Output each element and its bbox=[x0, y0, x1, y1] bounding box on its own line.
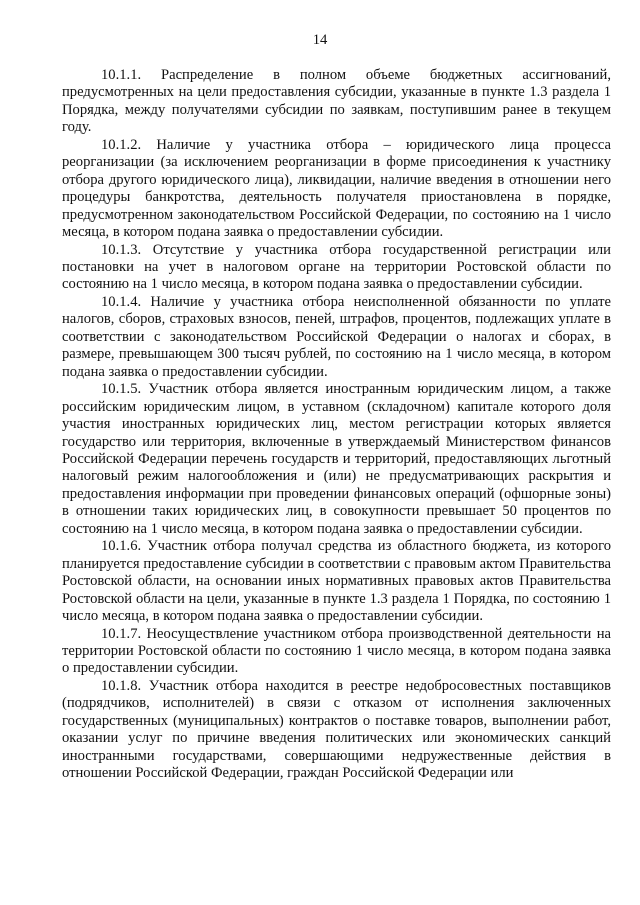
paragraph-10-1-3: 10.1.3. Отсутствие у участника отбора государственной регистрации или постановки на учет в налоговом органе на территории Ростовской области по состоянию на 1 число месяца, в котором подана заявка о предоставлении субсидии. bbox=[62, 241, 611, 293]
paragraph-10-1-4: 10.1.4. Наличие у участника отбора неисполненной обязанности по уплате налогов, сборов, страховых взносов, пеней, штрафов, процентов, подлежащих уплате в соответствии с законодательством Российской Федерации о налогах и сборах, в размере, превышающем 300 тысяч рублей, по состоянию на 1 число месяца, в котором подана заявка о предоставлении субсидии. bbox=[62, 293, 611, 380]
paragraph-10-1-5: 10.1.5. Участник отбора является иностранным юридическим лицом, а также российским юридическим лицом, в уставном (складочном) капитале которого доля участия иностранных юридических лиц, местом регистрации которых является государство или территория, включенные в утверждаемый Министерством финансов Российской Федерации перечень государств и территорий, предоставляющих льготный налоговый режим налогообложения и (или) не предусматривающих раскрытия и предоставления информации при проведении финансовых операций (офшорные зоны) в отношении таких юридических лиц, в совокупности превышает 50 процентов по состоянию на 1 число месяца, в котором подана заявка о предоставлении субсидии. bbox=[62, 381, 611, 537]
paragraph-10-1-2: 10.1.2. Наличие у участника отбора – юридического лица процесса реорганизации (за исключением реорганизации в форме присоединения к участнику отбора другого юридического лица), ликвидации, наличие введения в отношении него процедуры банкротства, деятельность получателя приостановлена в порядке, предусмотренном законодательством Российской Федерации, по состоянию на 1 число месяца, в котором подана заявка о предоставлении субсидии. bbox=[62, 136, 611, 241]
document-body bbox=[62, 67, 611, 783]
paragraph-10-1-1: 10.1.1. Распределение в полном объеме бюджетных ассигнований, предусмотренных на цели предоставления субсидии, указанные в пункте 1.3 раздела 1 Порядка, между получателями субсидии по заявкам, поступившим ранее в текущем году. bbox=[62, 67, 611, 136]
paragraph-10-1-8: 10.1.8. Участник отбора находится в реестре недобросовестных поставщиков (подрядчиков, исполнителей) в связи с отказом от исполнения заключенных государственных (муниципальных) контрактов о поставке товаров, выполнении работ, оказании услуг по причине введения политических или экономических санкций иностранными государствами, совершающими недружественные действия в отношении Российской Федерации, граждан Российской Федерации или bbox=[62, 677, 611, 782]
page-number: 14 bbox=[312, 32, 328, 48]
paragraph-10-1-7: 10.1.7. Неосуществление участником отбора производственной деятельности на территории Ростовской области по состоянию 1 число месяца, в котором подана заявка о предоставлении субсидии. bbox=[62, 625, 611, 677]
paragraph-10-1-6: 10.1.6. Участник отбора получал средства из областного бюджета, из которого планируется предоставление субсидии в соответствии с правовым актом Правительства Ростовской области, на основании иных нормативных правовых актов Правительства Ростовской области на цели, указанные в пункте 1.3 раздела 1 Порядка, по состоянию 1 число месяца, в котором подана заявка о предоставлении субсидии. bbox=[62, 538, 611, 625]
